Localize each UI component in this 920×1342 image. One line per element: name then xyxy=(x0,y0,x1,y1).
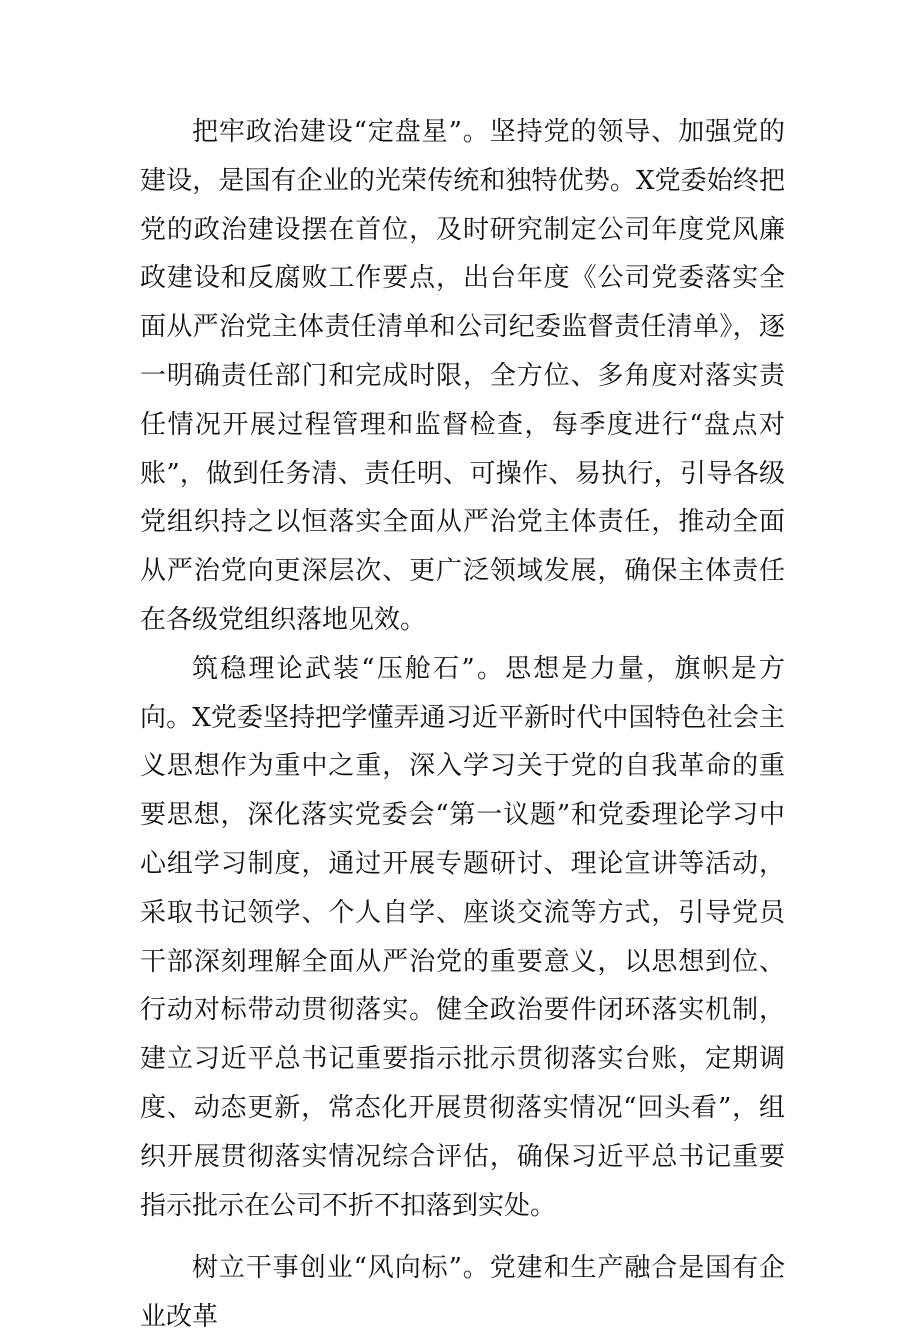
paragraph-entrepreneurship: 树立干事创业“风向标”。党建和生产融合是国有企业改革 xyxy=(140,1253,785,1333)
paragraph-theory-armament: 筑稳理论武装“压舱石”。思想是力量，旗帜是方向。X党委坚持把学懂弄通习近平新时代中国特色社会主义思想作为重中之重，深入学习关于党的自我革命的重要思想，深化落实党委会“第一议题”和党委理论学习中心组学习制度，通过开展专题研讨、理论宣讲等活动，采取书记领学、个人自学、座谈交流等方式，引导党员干部深刻理解全面从严治党的重要意义，以思想到位、行动对标带动贯彻落实。健全政治要件闭环落实机制，建立习近平总书记重要指示批示贯彻落实台账，定期调度、动态更新，常态化开展贯彻落实情况“回头看”，组织开展贯彻落实情况综合评估，确保习近平总书记重要指示批示在公司不折不扣落到实处。 xyxy=(140,653,785,1221)
document-body xyxy=(140,108,785,1342)
paragraph-political-construction: 把牢政治建设“定盘星”。坚持党的领导、加强党的建设，是国有企业的光荣传统和独特优势。X党委始终把党的政治建设摆在首位，及时研究制定公司年度党风廉政建设和反腐败工作要点，出台年度《公司党委落实全面从严治党主体责任清单和公司纪委监督责任清单》，逐一明确责任部门和完成时限，全方位、多角度对落实责任情况开展过程管理和监督检查，每季度进行“盘点对账”，做到任务清、责任明、可操作、易执行，引导各级党组织持之以恒落实全面从严治党主体责任，推动全面从严治党向更深层次、更广泛领域发展，确保主体责任在各级党组织落地见效。 xyxy=(140,117,785,635)
